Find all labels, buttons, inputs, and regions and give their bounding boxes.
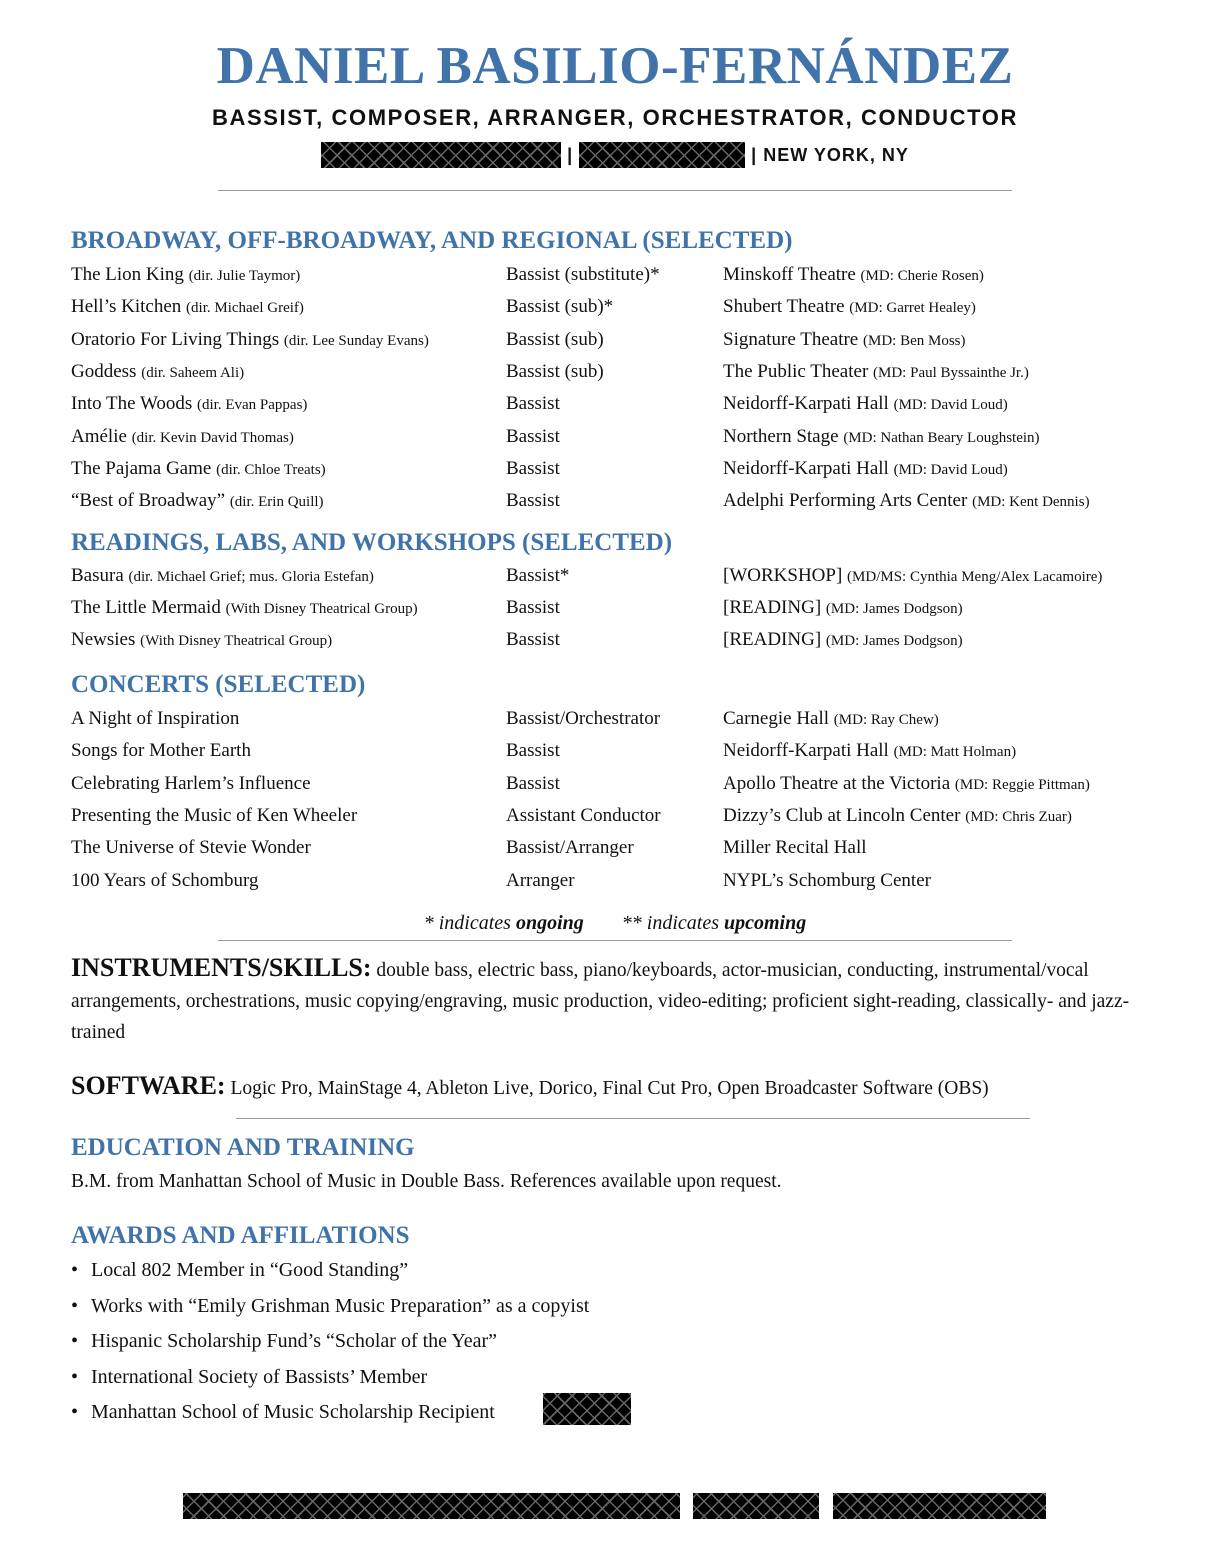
venue-name: Shubert Theatre [723,296,845,318]
venue-name: Miller Recital Hall [723,837,867,859]
venue-name: Carnegie Hall [723,708,830,729]
credit-venue [723,833,867,864]
professional-titles: BASSIST, COMPOSER, ARRANGER, ORCHESTRATOR, CONDUCTOR [212,105,1018,130]
award-text: Works with “Emily Grishman Music Preparation” as a copyist [91,1294,590,1317]
show-detail: (dir. Michael Grief; mus. Gloria Estefan) [128,569,374,585]
redacted-award-detail [543,1393,631,1425]
music-director: (MD: Chris Zuar) [965,808,1072,825]
credit-row [71,389,1181,419]
redacted-phone [321,142,561,168]
credit-row [71,486,1181,516]
venue-name: Adelphi Performing Arts Center [723,490,968,512]
redacted-footer-block-1 [183,1493,680,1519]
show-title: Goddess [71,360,137,382]
credit-role: Bassist* [506,565,570,586]
credit-role: Bassist (sub) [506,328,604,350]
credit-role: Bassist [506,457,560,479]
credit-show [71,357,244,388]
skills-label: INSTRUMENTS/SKILLS: [71,953,372,982]
venue-name: Minskoff Theatre [723,264,856,285]
credit-role: Bassist [506,597,560,618]
credit-show [71,801,357,832]
credit-venue [723,260,984,291]
credit-venue [723,325,966,356]
music-director: (MD: Kent Dennis) [972,494,1090,511]
award-text: Manhattan School of Music Scholarship Recipient [91,1401,495,1423]
venue-name: Dizzy’s Club at Lincoln Center [723,804,961,826]
credit-show [71,389,307,420]
bullet-marker: • [71,1365,79,1388]
credit-row [71,593,1181,623]
credit-role: Assistant Conductor [506,804,661,826]
show-title: A Night of Inspiration [71,708,240,729]
music-director: (MD: Ray Chew) [833,712,939,728]
show-title: Songs for Mother Earth [71,740,251,762]
credit-venue [723,625,963,656]
bullet-marker: • [71,1294,79,1317]
show-detail: (dir. Kevin David Thomas) [131,429,294,446]
credit-show [71,625,332,656]
show-title: Hell’s Kitchen [71,296,182,318]
credit-venue [723,736,1016,767]
music-director: (MD: Garret Healey) [849,300,976,317]
credit-venue [723,769,1090,800]
music-director: (MD: Matt Holman) [893,744,1017,761]
credit-venue [723,357,1029,388]
venue-name: The Public Theater [723,360,869,382]
awards-list [71,1254,589,1432]
show-title: Presenting the Music of Ken Wheeler [71,804,358,826]
credit-show [71,292,304,323]
credit-venue [723,593,963,624]
skills-text: double bass, electric bass, piano/keyboards, actor-musician, conducting, instrumental/vocal arrangements, orchestrations, music copying/engraving, music production, video-editing; proficient sight-reading, classically- and jazz-trained [71,960,1130,1043]
credit-show [71,704,239,735]
credit-row [71,454,1181,484]
software-text: Logic Pro, MainStage 4, Ableton Live, Dorico, Final Cut Pro, Open Broadcaster Software (OBS) [225,1078,989,1099]
music-director: (MD: James Dodgson) [825,633,963,649]
show-title: The Universe of Stevie Wonder [71,837,311,859]
legend [0,909,1230,937]
skills-divider [236,1118,1030,1119]
music-director: (MD: David Loud) [893,461,1008,478]
show-title: Oratorio For Living Things [71,328,280,350]
software-label: SOFTWARE: [71,1071,226,1100]
credit-venue [723,801,1072,832]
music-director: (MD: Paul Byssainthe Jr.) [873,364,1029,381]
contact-location: | NEW YORK, NY [751,144,909,165]
credit-role: Bassist/Arranger [506,837,634,859]
credit-role: Bassist [506,490,560,512]
show-detail: (dir. Evan Pappas) [197,397,308,414]
credit-role: Bassist [506,629,560,650]
venue-name: Northern Stage [723,425,839,447]
show-title: Newsies [71,629,136,650]
credit-venue [723,486,1090,517]
music-director: (MD: Ben Moss) [863,332,966,349]
credit-show [71,325,429,356]
section-title-broadway: BROADWAY, OFF-BROADWAY, AND REGIONAL (SELECTED) [71,227,793,254]
award-item [71,1325,589,1361]
bullet-marker: • [71,1330,79,1352]
venue-name: [WORKSHOP] [723,565,843,586]
venue-name: Signature Theatre [723,328,859,350]
venue-name: [READING] [723,629,822,650]
show-detail: (dir. Julie Taymor) [188,268,301,284]
bullet-marker: • [71,1401,79,1423]
credit-show [71,561,374,592]
candidate-name: DANIEL BASILIO-FERNÁNDEZ [216,37,1014,95]
credit-row [71,422,1181,452]
credit-show [71,454,326,485]
show-title: Amélie [71,425,127,447]
show-title: The Little Mermaid [71,597,221,618]
credit-row [71,801,1181,831]
venue-name: Neidorff-Karpati Hall [723,740,889,762]
music-director: (MD/MS: Cynthia Meng/Alex Lacamoire) [847,569,1103,585]
section-title-concerts: CONCERTS (SELECTED) [71,671,366,698]
venue-name: NYPL’s Schomburg Center [723,869,931,891]
credit-show [71,593,418,624]
show-title: The Pajama Game [71,457,212,479]
credit-row [71,292,1181,322]
award-item [71,1290,589,1326]
venue-name: Apollo Theatre at the Victoria [723,772,951,794]
legend-upcoming-prefix: ** indicates [621,912,724,934]
credit-show [71,260,300,291]
credit-venue [723,422,1040,453]
music-director: (MD: Nathan Beary Loughstein) [843,429,1040,446]
music-director: (MD: James Dodgson) [825,601,963,617]
credit-role: Arranger [506,869,575,891]
credit-show [71,422,294,453]
credit-row [71,769,1181,799]
award-text: Local 802 Member in “Good Standing” [91,1259,409,1281]
show-title: The Lion King [71,264,184,285]
show-detail: (dir. Chloe Treats) [216,461,326,478]
music-director: (MD: Cherie Rosen) [860,268,984,284]
show-title: 100 Years of Schomburg [71,869,259,891]
credit-show [71,486,324,517]
venue-name: [READING] [723,597,822,618]
bullet-marker: • [71,1259,79,1281]
credit-role: Bassist [506,425,560,447]
show-detail: (With Disney Theatrical Group) [225,601,418,617]
credit-role: Bassist (sub) [506,360,604,382]
credit-row [71,625,1181,655]
credit-venue [723,389,1008,420]
credit-venue [723,454,1008,485]
show-title: “Best of Broadway” [71,490,226,512]
show-title: Into The Woods [71,393,193,415]
show-detail: (dir. Michael Greif) [186,300,304,317]
credit-show [71,833,311,864]
redacted-email [579,142,745,168]
music-director: (MD: Reggie Pittman) [954,776,1090,793]
credit-venue [723,561,1102,592]
contact-separator: | [567,144,574,165]
credit-show [71,769,311,800]
credit-row [71,866,1181,896]
section-title-readings: READINGS, LABS, AND WORKSHOPS (SELECTED) [71,529,673,556]
education-text: B.M. from Manhattan School of Music in Double Bass. References available upon request. [71,1171,782,1192]
show-detail: (dir. Lee Sunday Evans) [283,332,429,349]
award-text: International Society of Bassists’ Member [91,1365,428,1388]
redacted-footer-block-2 [693,1493,819,1519]
credit-role: Bassist (sub)* [506,296,614,318]
show-title: Basura [71,565,124,586]
section-title-education: EDUCATION AND TRAINING [71,1134,415,1161]
credit-role: Bassist/Orchestrator [506,708,661,729]
award-item [71,1396,589,1432]
show-title: Celebrating Harlem’s Influence [71,772,311,794]
music-director: (MD: David Loud) [893,397,1008,414]
credits-divider [218,940,1012,941]
header-divider [218,190,1012,191]
show-detail: (dir. Saheem Ali) [141,364,245,381]
skills-paragraph [71,952,1171,1048]
credit-row [71,736,1181,766]
software-paragraph [71,1070,1171,1104]
credit-venue [723,866,931,897]
credit-role: Bassist (substitute)* [506,264,660,285]
legend-ongoing-word: ongoing [515,912,584,934]
credit-row [71,357,1181,387]
contact-line [0,141,1230,169]
show-detail: (dir. Erin Quill) [229,494,324,511]
credit-role: Bassist [506,393,560,415]
venue-name: Neidorff-Karpati Hall [723,393,889,415]
credit-row [71,704,1181,734]
credit-venue [723,704,939,735]
credit-venue [723,292,976,323]
credit-row [71,260,1181,290]
redacted-footer-block-3 [833,1493,1046,1519]
award-item [71,1254,589,1290]
credit-row [71,833,1181,863]
show-detail: (With Disney Theatrical Group) [140,633,333,649]
credit-show [71,866,259,897]
section-title-awards: AWARDS AND AFFILATIONS [71,1222,410,1249]
legend-upcoming-word: upcoming [724,912,807,934]
credit-row [71,325,1181,355]
credit-row [71,561,1181,591]
credit-role: Bassist [506,772,560,794]
credit-role: Bassist [506,740,560,762]
venue-name: Neidorff-Karpati Hall [723,457,889,479]
credit-show [71,736,251,767]
award-item [71,1361,589,1397]
legend-ongoing-prefix: * indicates [423,912,516,934]
award-text: Hispanic Scholarship Fund’s “Scholar of the Year” [91,1330,498,1352]
